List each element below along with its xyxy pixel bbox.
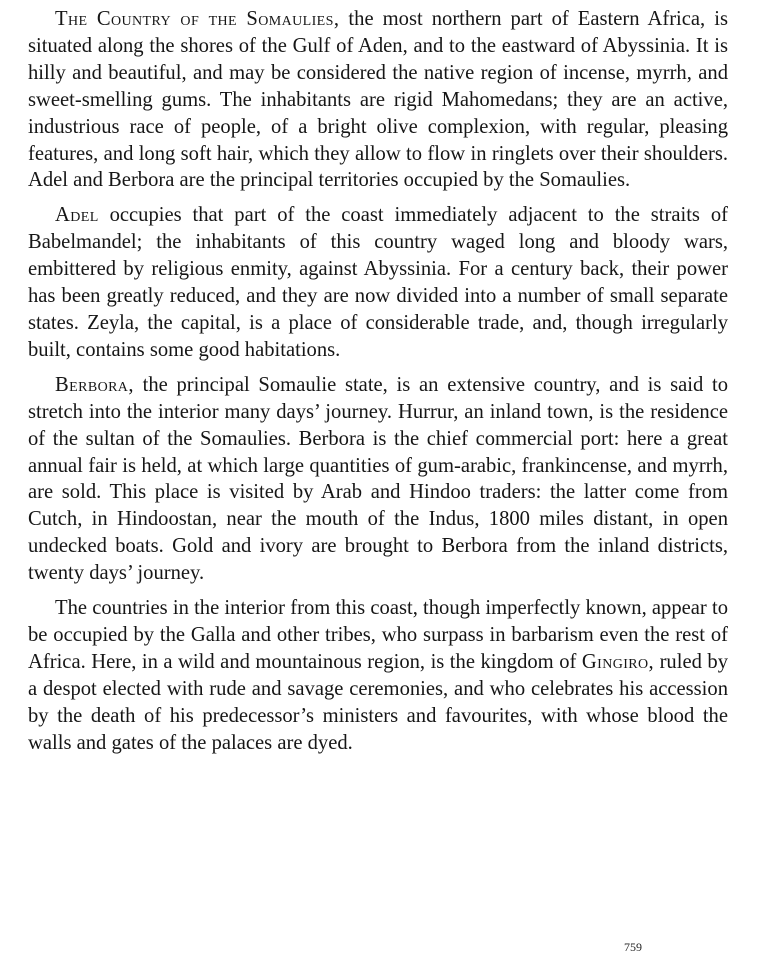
paragraph-body: occupies that part of the coast immediately adjacent to the straits of Babelmandel; the inhabitants of this country waged long and bloody wars, embittered by religious enmity, against Abyssinia. For a century back, their power has been greatly reduced, and they are now divided into a number of small separate states. Zeyla, the capital, is a place of considerable trade, and, though irregularly built, contains some good habitations. bbox=[28, 204, 728, 361]
paragraph-body: ruled by a despot elected with rude and savage ceremonies, and who celebrates his accession by the death of his predecessor’s ministers and favourites, with whose blood the walls and gates of the palaces are dyed. bbox=[28, 650, 728, 754]
gingiro-small-caps: Gingiro, bbox=[581, 650, 655, 673]
paragraph-lead: Adel bbox=[55, 204, 99, 227]
paragraph-interior bbox=[28, 595, 728, 756]
paragraph-body: The countries in the interior from this coast, though imperfectly known, appear to be occupied by the Galla and other tribes, who surpass in barbarism even the rest of Africa. Here, in a wild and mountainous region, is the kingdom of bbox=[28, 597, 728, 673]
page-number: 759 bbox=[624, 940, 642, 954]
paragraph-adel bbox=[28, 202, 728, 363]
paragraph-body: the most northern part of Eastern Africa, is situated along the shores of the Gulf of Aden, and to the eastward of Abyssinia. It is hilly and beautiful, and may be considered the native region of incense, myrrh, and sweet-smelling gums. The inhabitants are rigid Mahomedans; they are an active, industrious race of people, of a bright olive complexion, with regular, pleasing features, and long soft hair, which they allow to flow in ringlets over their shoulders. Adel and Berbora are the principal territories occupied by the Somaulies. bbox=[28, 8, 728, 192]
page-text bbox=[28, 6, 728, 756]
paragraph-lead: The Country of the Somaulies, bbox=[55, 8, 340, 30]
paragraph-body: the principal Somaulie state, is an extensive country, and is said to stretch into the interior many days’ journey. Hurrur, an inland town, is the residence of the sultan of the Somaulies. Berbora is the chief commercial port: here a great annual fair is held, at which large quantities of gum-arabic, frankincense, and myrrh, are sold. This place is visited by Arab and Hindoo traders: the latter come from Cutch, in Hindoostan, near the mouth of the Indus, 1800 miles distant, in open undecked boats. Gold and ivory are brought to Berbora from the inland districts, twenty days’ journey. bbox=[28, 373, 728, 585]
paragraph-berbora bbox=[28, 372, 728, 587]
paragraph-lead: Berbora, bbox=[55, 373, 134, 396]
paragraph-somaulies bbox=[28, 6, 728, 194]
